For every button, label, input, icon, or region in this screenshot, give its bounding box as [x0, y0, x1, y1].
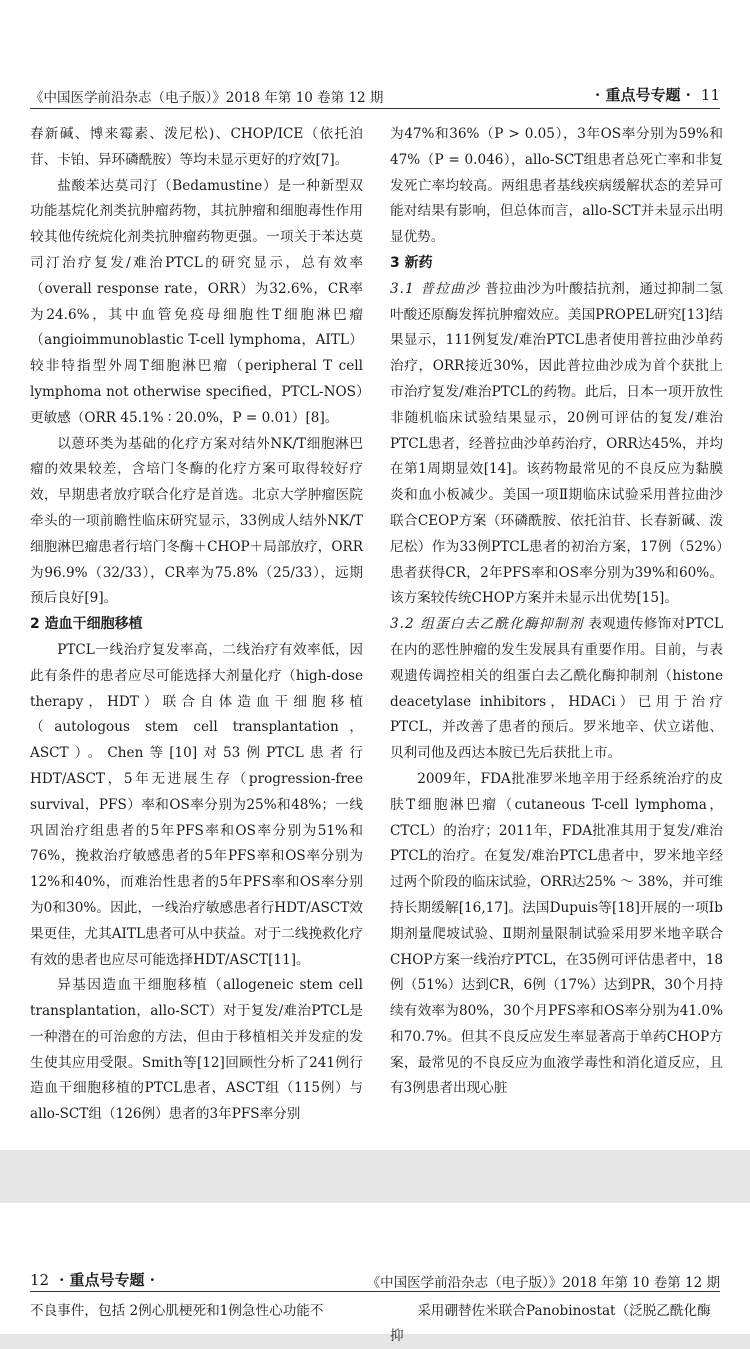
running-header	[30, 84, 720, 109]
right-column	[390, 122, 723, 1102]
paragraph: 3.1 普拉曲沙 普拉曲沙为叶酸拮抗剂，通过抑制二氢叶酸还原酶发挥抗肿瘤效应。美国PROPEL研究[13]结果显示，111例复发/难治PTCL患者使用普拉曲沙单药治疗，ORR接近30%，因此普拉曲沙成为首个获批上市治疗复发/难治PTCL的药物。此后，日本一项开放性非随机临床试验结果显示，20例可评估的复发/难治PTCL患者，经普拉曲沙单药治疗，ORR达45%，并均在第1周期显效[14]。该药物最常见的不良反应为黏膜炎和血小板减少。美国一项Ⅱ期临床试验采用普拉曲沙联合CEOP方案（环磷酰胺、依托泊苷、长春新碱、泼尼松）作为33例PTCL患者的初治方案，17例（52%）患者获得CR，2年PFS率和OS率分别为39%和60%。该方案较传统CHOP方案并未显示出优势[15]。	[390, 280, 723, 607]
page-number: 11	[700, 86, 720, 104]
journal-citation: 《中国医学前沿杂志（电子版）》2018 年第 10 卷第 12 期	[30, 90, 384, 106]
paragraph: 2009年，FDA批准罗米地辛用于经系统治疗的皮肤T细胞淋巴瘤（cutaneous T-cell lymphoma，CTCL）的治疗；2011年，FDA批准其用于复发/难治PTCL的治疗。在复发/难治PTCL患者中，罗米地辛经过两个阶段的临床试验，ORR达25% ～ 38%，并可维持长期缓解[16,17]。法国Dupuis等[18]开展的一项Ⅰb期剂量爬坡试验、Ⅱ期剂量限制试验采用罗米地辛联合CHOP方案一线治疗PTCL，在35例可评估患者中，18例（51%）达到CR，6例（17%）达到PR，30个月持续有效率为80%，30个月PFS率和OS率分别为41.0%和70.7%。但其不良反应发生率显著高于单药CHOP方案，最常见的不良反应为血液学毒性和消化道反应，且有3例患者出现心脏	[390, 770, 723, 1097]
right-column-text: 采用硼替佐米联合Panobinostat（泛脱乙酰化酶抑	[390, 1303, 711, 1344]
section-label: · 重点号专题 · 11	[595, 86, 720, 104]
section-heading: 2 造血干细胞移植	[30, 616, 143, 633]
section-heading: 3 新药	[390, 254, 433, 271]
paragraph: 为47%和36%（P > 0.05），3年OS率分别为59%和47%（P = 0.046），allo-SCT组患者总死亡率和非复发死亡率均较高。两组患者基线疾病缓解状态的差异可能对结果有影响，但总体而言，allo-SCT并未显示出明显优势。	[390, 126, 723, 246]
subsection-heading: 3.2 组蛋白去乙酰化酶抑制剂	[390, 616, 584, 633]
paragraph: PTCL一线治疗复发率高，二线治疗有效率低，因此有条件的患者应尽可能选择大剂量化疗（high-dose therapy，HDT）联合自体造血干细胞移植（autologous stem cell transplantation，ASCT）。Chen等[10]对53例PTCL患者行HDT/ASCT，5年无进展生存（progression-free survival，PFS）率和OS率分别为25%和48%；一线巩固治疗组患者的5年PFS率和OS率分别为51%和76%，挽救治疗敏感患者的5年PFS率和OS率分别为12%和40%，而难治性患者的5年PFS率和OS率分别为0和30%。因此，一线治疗敏感患者行HDT/ASCT效果更佳，尤其AITL患者可从中获益。对于二线挽救化疗有效的患者也应尽可能选择HDT/ASCT[11]。	[30, 641, 363, 968]
paragraph: 盐酸苯达莫司汀（Bedamustine）是一种新型双功能基烷化剂类抗肿瘤药物，其抗肿瘤和细胞毒性作用较其他传统烷化剂类抗肿瘤药物更强。一项关于苯达莫司汀治疗复发/难治PTCL的研究显示，总有效率（overall response rate，ORR）为32.6%，CR率为24.6%，其中血管免疫母细胞性T细胞淋巴瘤（angioimmunoblastic T-cell lymphoma，AITL）较非特指型外周T细胞淋巴瘤（peripheral T cell lymphoma not otherwise specified，PTCL-NOS）更敏感（ORR 45.1% ∶ 20.0%，P = 0.01）[8]。	[30, 177, 363, 426]
page-12	[0, 1203, 750, 1344]
section-label: 12 · 重点号专题 ·	[30, 1271, 155, 1289]
page-number: 12	[30, 1271, 50, 1289]
paragraph: 3.2 组蛋白去乙酰化酶抑制剂 表观遗传修饰对PTCL在内的恶性肿瘤的发生发展具有重要作用。目前，与表观遗传调控相关的组蛋白去乙酰化酶抑制剂（histone deacetylase inhibitors，HDACi）已用于治疗PTCL，并改善了患者的预后。罗米地辛、伏立诺他、贝利司他及西达本胺已先后获批上市。	[390, 616, 723, 762]
left-column	[30, 122, 363, 1128]
paragraph: 以蒽环类为基础的化疗方案对结外NK/T细胞淋巴瘤的效果较差，含培门冬酶的化疗方案可取得较好疗效，早期患者放疗联合化疗是首选。北京大学肿瘤医院牵头的一项前瞻性临床研究显示，33例成人结外NK/T细胞淋巴瘤患者行培门冬酶＋CHOP＋局部放疗，ORR为96.9%（32/33），CR率为75.8%（25/33），远期预后良好[9]。	[30, 435, 363, 607]
journal-citation: 《中国医学前沿杂志（电子版）》2018 年第 10 卷第 12 期	[366, 1275, 720, 1291]
paragraph: 春新碱、博来霉素、泼尼松)、CHOP/ICE（依托泊苷、卡铂、异环磷酰胺）等均未显示更好的疗效[7]。	[30, 126, 363, 168]
left-column-text: 不良事件，包括 2例心肌梗死和1例急性心功能不	[30, 1303, 324, 1319]
subsection-heading: 3.1 普拉曲沙	[390, 280, 481, 297]
running-header	[30, 1269, 720, 1292]
paragraph: 异基因造血干细胞移植（allogeneic stem cell transplantation，allo-SCT）对于复发/难治PTCL是一种潜在的可治愈的方法，但由于移植相关并发症的发生使其应用受限。Smith等[12]回顾性分析了241例行造血干细胞移植的PTCL患者，ASCT组（115例）与allo-SCT组（126例）患者的3年PFS率分别	[30, 977, 363, 1123]
